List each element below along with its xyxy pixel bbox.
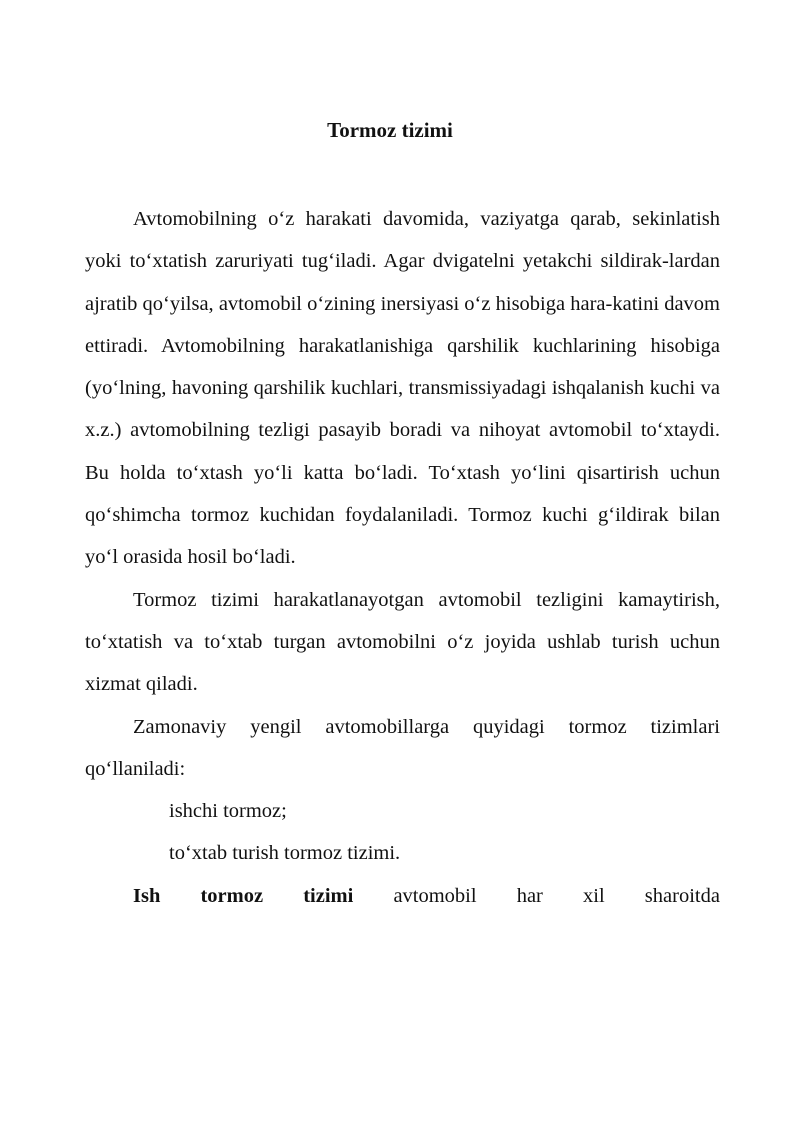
list-item-service-brake: ishchi tormoz;: [169, 800, 287, 823]
paragraph-purpose: Tormoz tizimi harakatlanayotgan avtomobil tezligini kamaytirish, to‘xtatish va to‘xtab turgan avtomobilni o‘z joyida ushlab turish uchun xizmat qiladi.: [85, 588, 720, 696]
paragraph-types: Zamonaviy yengil avtomobillarga quyidagi tormoz tizimlari qo‘llaniladi:: [85, 715, 720, 780]
bold-word: Ish: [133, 884, 161, 907]
word: avtomobil: [393, 884, 477, 907]
word: xil: [583, 884, 605, 907]
bold-word: tizimi: [303, 884, 354, 907]
word: sharoitda: [644, 884, 720, 907]
paragraph-service-brake-start: [85, 875, 720, 917]
document-body: [85, 198, 720, 917]
bold-word: tormoz: [200, 884, 264, 907]
paragraph-intro: Avtomobilning o‘z harakati davomida, vaziyatga qarab, sekinlatish yoki to‘xtatish zaruriyati tug‘iladi. Agar dvigatelni yetakchi sildirak-lardan ajratib qo‘yilsa, avtomobil o‘zining inersiyasi o‘z hisobiga hara-katini davom ettiradi. Avtomobilning harakatlanishiga qarshilik kuchlarining hisobiga (yo‘lning, havoning qarshilik kuchlari, transmissiyadagi ishqalanish kuchi va x.z.) avtomobilning tezligi pasayib boradi va nihoyat avtomobil to‘xtaydi. Bu holda to‘xtash yo‘li katta bo‘ladi. To‘xtash yo‘lini qisartirish uchun qo‘shimcha tormoz kuchidan foydalaniladi. Tormoz kuchi g‘ildirak bilan yo‘l orasida hosil bo‘ladi.: [85, 208, 720, 569]
word: har: [516, 884, 543, 907]
list-item-parking-brake: to‘xtab turish tormoz tizimi.: [169, 842, 401, 865]
page-title: Tormoz tizimi: [327, 118, 453, 142]
